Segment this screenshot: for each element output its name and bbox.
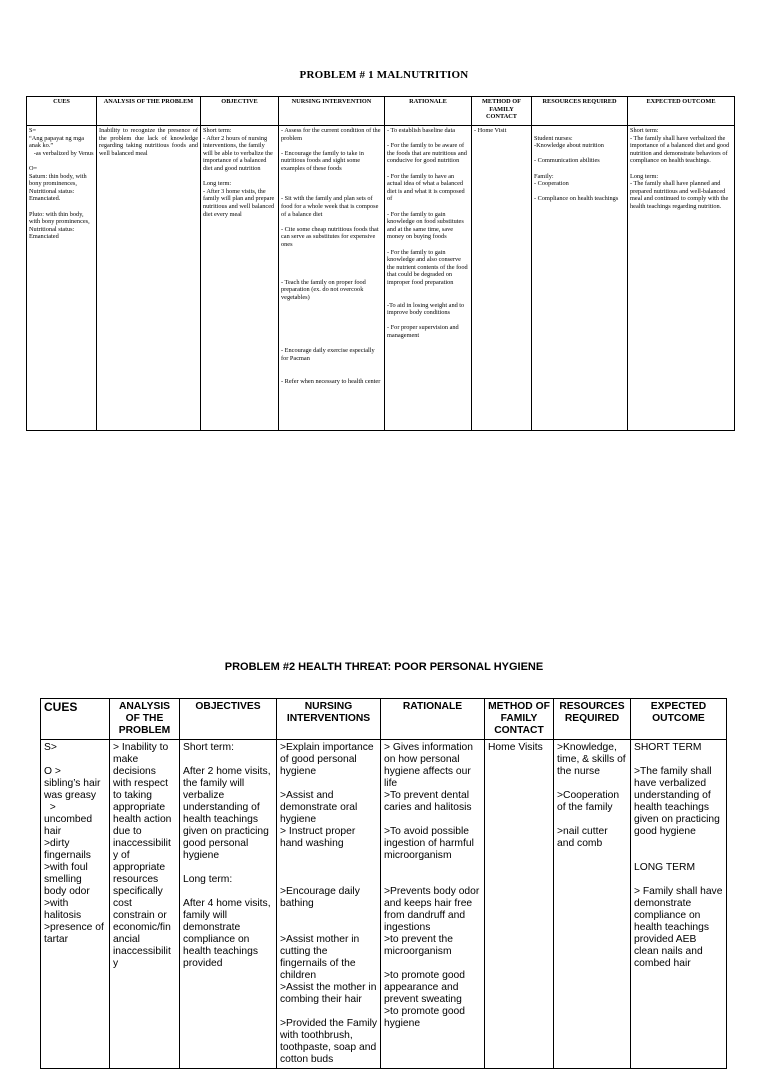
p2-cell-outcome: SHORT TERM >The family shall have verbalized understanding of health teachings given on practicing good hygiene LONG TERM > Family shall have demonstrate compliance on health teachings provided AEB clean nails and combed hair <box>631 740 727 1069</box>
p2-cell-resources: >Knowledge, time, & skills of the nurse >Cooperation of the family >nail cutter and comb <box>554 740 631 1069</box>
p1-cell-rationale: - To establish baseline data - For the family to be aware of the foods that are nutritious and conducive for good nutrition - For the family to have an actual idea of what a balanced diet is and what it is composed of - For the family to gain knowledge on food substitutes and at the same time, save money on buying foods - For the family to gain knowledge and also conserve the nutrient contents of the food that could be degraded on improper food preparation -To aid in losing weight and to improve body conditions - For proper supervision and management <box>385 126 472 431</box>
p1-header-objective: OBJECTIVE <box>201 97 279 126</box>
p2-cell-interventions: >Explain importance of good personal hygiene >Assist and demonstrate oral hygiene > Instruct proper hand washing >Encourage daily bathing >Assist mother in cutting the fingernails of the children >Assist the mother in combing their hair >Provided the Family with toothbrush, toothpaste, soap and cotton buds <box>277 740 381 1069</box>
table-row <box>41 740 727 1069</box>
problem2-title: PROBLEM #2 HEALTH THREAT: POOR PERSONAL HYGIENE <box>224 661 544 673</box>
p2-cell-objectives: Short term: After 2 home visits, the family will verbalize understanding of health teachings given on practicing good personal hygiene Long term: After 4 home visits, family will demonstrate compliance on health teachings provided <box>180 740 277 1069</box>
p2-cell-rationale: > Gives information on how personal hygiene affects our life >To prevent dental caries and halitosis >To avoid possible ingestion of harmful microorganism >Prevents body odor and keeps hair free from dandruff and ingestions >to prevent the microorganism >to promote good appearance and prevent sweating >to promote good hygiene <box>381 740 485 1069</box>
p2-header-objectives: OBJECTIVES <box>180 699 277 740</box>
p1-cell-objective: Short term: - After 2 hours of nursing interventions, the family will be able to verbalize the importance of a balanced diet and good nutrition Long term: - After 3 home visits, the family will plan and prepare nutritious and well balanced diet every meal <box>201 126 279 431</box>
p1-cell-intervention: - Assess for the current condition of the problem - Encourage the family to take in nutritious foods and sight some examples of these foods - Sit with the family and plan sets of food for a whole week that is compose of a balance diet - Cite some cheap nutritious foods that can serve as substitutes for expensive ones - Teach the family on proper food preparation (ex. do not overcook vegetables) - Encourage daily exercise especially for Pacman - Refer when necessary to health center <box>279 126 385 431</box>
p1-header-outcome: EXPECTED OUTCOME <box>628 97 735 126</box>
p1-header-cues: CUES <box>27 97 97 126</box>
p1-header-resources: RESOURCES REQUIRED <box>532 97 628 126</box>
problem1-table <box>26 96 735 431</box>
problem1-header-row <box>27 97 735 126</box>
p2-header-interventions: NURSING INTERVENTIONS <box>277 699 381 740</box>
p2-header-cues: CUES <box>41 699 110 740</box>
p1-header-intervention: NURSING INTERVENTION <box>279 97 385 126</box>
p2-cell-analysis: > Inability to make decisions with respect to taking appropriate health action due to inaccessibilit y of appropriate resources specifically cost constrain or economic/fin ancial inaccessibilit y <box>110 740 180 1069</box>
p2-cell-cues: S> O > sibling’s hair was greasy > uncombed hair >dirty fingernails >with foul smelling body odor >with halitosis >presence of tartar <box>41 740 110 1069</box>
p1-header-analysis: ANALYSIS OF THE PROBLEM <box>97 97 201 126</box>
p1-cell-cues: S= “Ang papayat ng mga anak ko.” -as verbalized by Venus O= Saturn: thin body, with bony prominences, Nutritional status: Emanciated. Pluto: with thin body, with bony prominences, Nutritional status: Emanciated <box>27 126 97 431</box>
p2-header-rationale: RATIONALE <box>381 699 485 740</box>
p2-header-resources: RESOURCES REQUIRED <box>554 699 631 740</box>
problem1-title: PROBLEM # 1 MALNUTRITION <box>299 69 469 81</box>
p2-header-method: METHOD OF FAMILY CONTACT <box>485 699 554 740</box>
p1-cell-analysis: Inability to recognize the presence of the problem due lack of knowledge regarding taking nutritious foods and well balanced meal <box>97 126 201 431</box>
p1-header-method: METHOD OF FAMILY CONTACT <box>472 97 532 126</box>
p2-cell-method: Home Visits <box>485 740 554 1069</box>
problem2-header-row <box>41 699 727 740</box>
problem2-table <box>40 698 727 1069</box>
p2-header-outcome: EXPECTED OUTCOME <box>631 699 727 740</box>
p1-cell-method: - Home Visit <box>472 126 532 431</box>
table-row <box>27 126 735 431</box>
p2-header-analysis: ANALYSIS OF THE PROBLEM <box>110 699 180 740</box>
p1-header-rationale: RATIONALE <box>385 97 472 126</box>
p1-cell-outcome: Short term: - The family shall have verbalized the importance of a balanced diet and good nutrition and demonstrate behaviors of compliance on health teachings. Long term: - The family shall have planned and prepared nutritious and well-balanced meal and continued to comply with the health teachings regarding nutrition. <box>628 126 735 431</box>
p1-cell-resources: Student nurses: -Knowledge about nutrition - Communication abilities Family: - Cooperation - Compliance on health teachings <box>532 126 628 431</box>
